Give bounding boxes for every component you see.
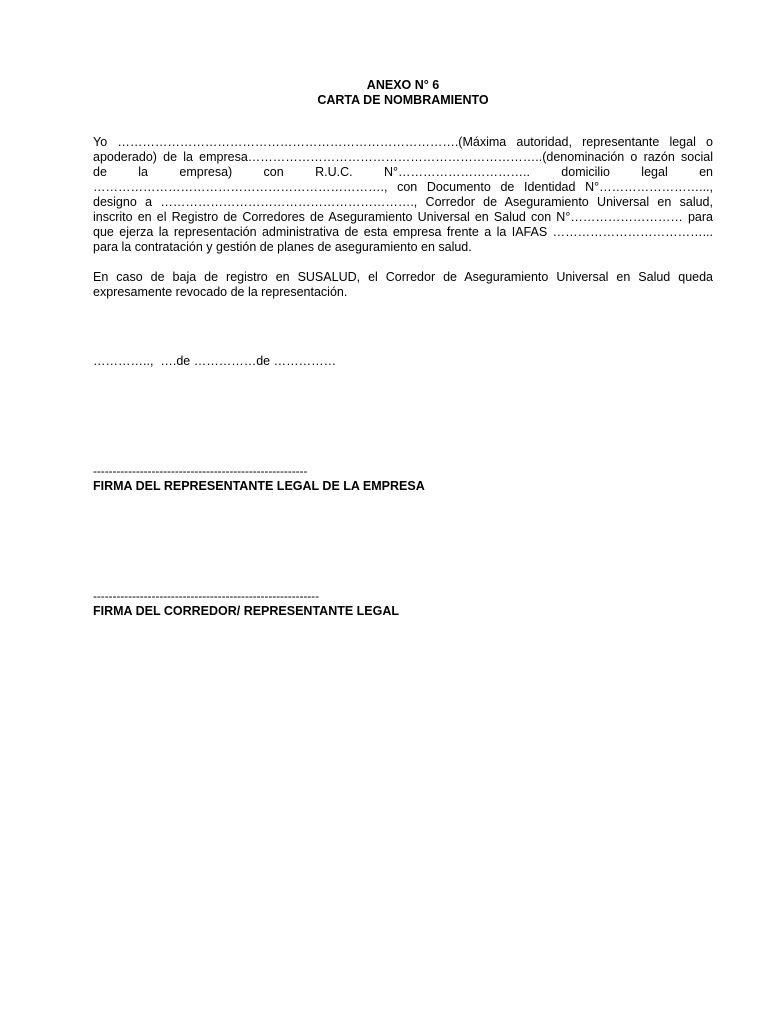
company-signature-label: FIRMA DEL REPRESENTANTE LEGAL DE LA EMPRESA	[93, 479, 425, 493]
appointment-paragraph: Yo ……………………………………………………………………….(Máxima autoridad, representante legal o apoderado) de la empresa……………………………………………………………..(denominación o razón social de la empresa) con R.U.C. N°………………………….. domicilio legal en ……………………………………………………………., con Documento de Identidad N°……………………..., designo a ……………………………………………………., Corredor de Aseguramiento Universal en salud, inscrito en el Registro de Corredores de Aseguramiento Universal en Salud con N°……………………… para que ejerza la representación administrativa de esta empresa frente a la IAFAS ………………………………... para la contratación y gestión de planes de aseguramiento en salud.	[93, 135, 713, 254]
revocation-paragraph: En caso de baja de registro en SUSALUD, el Corredor de Aseguramiento Universal en Salud queda expresamente revocado de la representación.	[93, 270, 713, 299]
annex-title: ANEXO N° 6	[366, 78, 440, 92]
letter-title: CARTA DE NOMBRAMIENTO	[317, 93, 489, 107]
broker-signature-label: FIRMA DEL CORREDOR/ REPRESENTANTE LEGAL	[93, 604, 400, 618]
broker-signature-line: ----------------------------------------------------------	[93, 589, 319, 603]
date-line: ………….., ….de ……………de ……………	[93, 354, 337, 368]
document-header	[0, 78, 768, 108]
company-signature-line: -------------------------------------------------------	[93, 464, 308, 478]
